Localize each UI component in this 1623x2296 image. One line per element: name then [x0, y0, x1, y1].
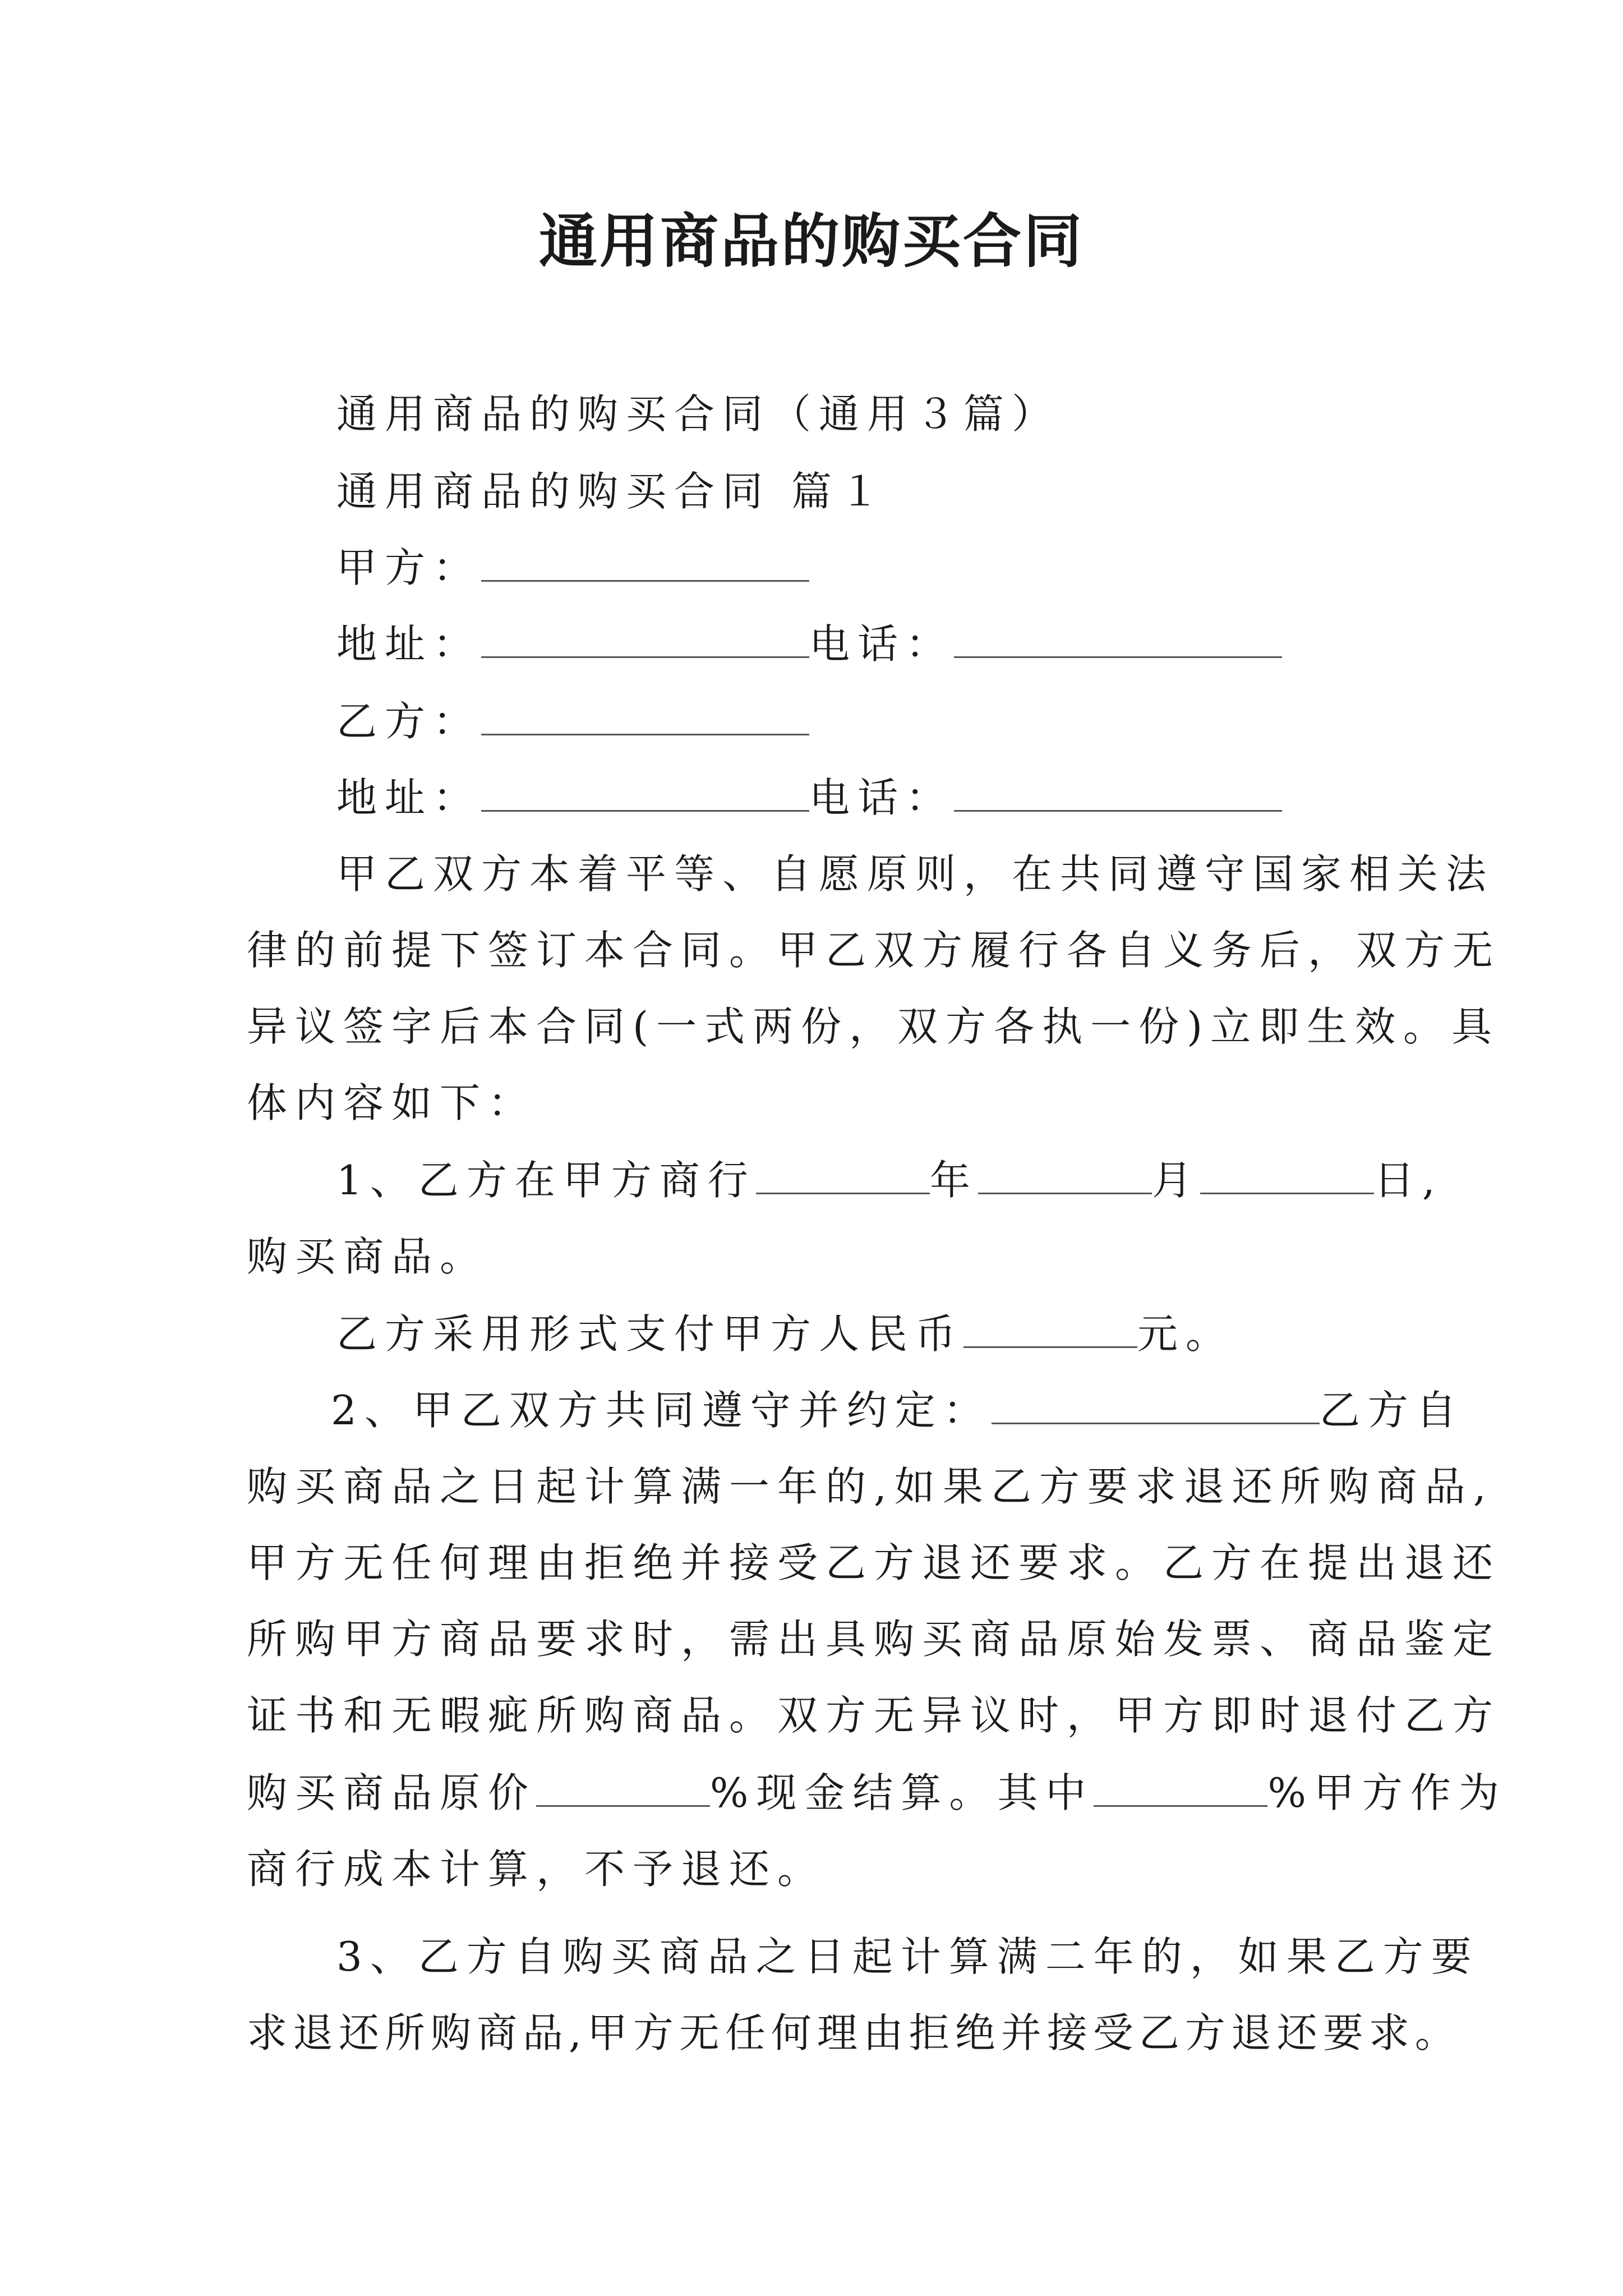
party-a-address-label: 地址： [336, 620, 482, 668]
clause-2-prefix: 2、甲乙双方共同遵守并约定： [331, 1387, 992, 1434]
section-heading: 通用商品的购买合同 篇１ [336, 468, 888, 515]
clause-1-payment-prefix: 乙方采用形式支付甲方人民币 [336, 1310, 964, 1358]
clause-1-month-blank [978, 1157, 1152, 1194]
clause-1-year-blank [756, 1157, 930, 1194]
clause-3-line-1: 3、乙方自购买商品之日起计算满二年的，如果乙方要 [336, 1933, 1479, 1980]
party-b-name-blank [481, 698, 809, 735]
preamble-line-3: 异议签字后本合同(一式两份，双方各执一份)立即生效。具 [247, 1003, 1500, 1050]
party-b-address-blank [481, 774, 809, 812]
preamble-line-1: 甲乙双方本着平等、自愿原则，在共同遵守国家相关法 [336, 850, 1495, 898]
party-b-phone-label: 电话： [809, 774, 955, 821]
clause-2-percent-blank-1 [536, 1769, 710, 1807]
party-b-label: 乙方： [336, 698, 482, 745]
clause-2-price-mid: %现金结算。其中 [710, 1769, 1094, 1816]
clause-1-payment-suffix: 元。 [1137, 1310, 1234, 1358]
party-a-address-blank [481, 620, 809, 658]
party-a-phone-blank [954, 620, 1282, 658]
party-b-contact-row [336, 770, 1282, 826]
party-b-phone-blank [954, 774, 1282, 812]
clause-1-amount-blank [963, 1310, 1137, 1348]
clause-2-line-4: 所购甲方商品要求时，需出具购买商品原始发票、商品鉴定 [247, 1616, 1501, 1663]
clause-3-line-2: 求退还所购商品,甲方无任何理由拒绝并接受乙方退还要求。 [247, 2009, 1461, 2056]
clause-2-price-prefix: 购买商品原价 [247, 1769, 537, 1816]
clause-1-day-blank [1200, 1157, 1374, 1194]
clause-2-agreement-blank [992, 1387, 1320, 1424]
party-b-row [336, 693, 809, 749]
clause-1-date-row [336, 1152, 1443, 1208]
clause-2-price-suffix: %甲方作为 [1267, 1769, 1507, 1816]
party-a-label: 甲方： [336, 544, 482, 591]
party-a-contact-row [336, 616, 1282, 672]
clause-1-year-label: 年 [929, 1157, 978, 1204]
clause-1-payment-row [336, 1306, 1234, 1362]
preamble-line-2: 律的前提下签订本合同。甲乙双方履行各自义务后，双方无 [247, 927, 1501, 974]
clause-1-line-2: 购买商品。 [247, 1233, 488, 1280]
clause-2-suffix: 乙方自 [1319, 1387, 1464, 1434]
clause-2-percent-blank-2 [1094, 1769, 1267, 1807]
clause-1-day-label: 日, [1373, 1157, 1443, 1204]
party-b-address-label: 地址： [336, 774, 482, 821]
clause-1-month-label: 月 [1151, 1157, 1200, 1204]
clause-2-line-5: 证书和无暇疵所购商品。双方无异议时，甲方即时退付乙方 [247, 1692, 1501, 1739]
clause-2-line-2: 购买商品之日起计算满一年的,如果乙方要求退还所购商品, [247, 1463, 1494, 1510]
party-a-phone-label: 电话： [809, 620, 955, 668]
clause-2-line-3: 甲方无任何理由拒绝并接受乙方退还要求。乙方在提出退还 [247, 1539, 1501, 1586]
clause-2-price-row [247, 1765, 1507, 1821]
party-a-name-blank [481, 544, 809, 582]
document-subtitle: 通用商品的购买合同（通用３篇） [336, 390, 1061, 438]
clause-1-prefix: 1、乙方在甲方商行 [336, 1157, 756, 1204]
document-title: 通用商品的购买合同 [538, 206, 1084, 275]
clause-2-first-row [331, 1382, 1464, 1438]
clause-2-last-line: 商行成本计算，不予退还。 [247, 1846, 826, 1893]
party-a-row [336, 540, 809, 596]
preamble-line-4: 体内容如下： [247, 1079, 537, 1126]
